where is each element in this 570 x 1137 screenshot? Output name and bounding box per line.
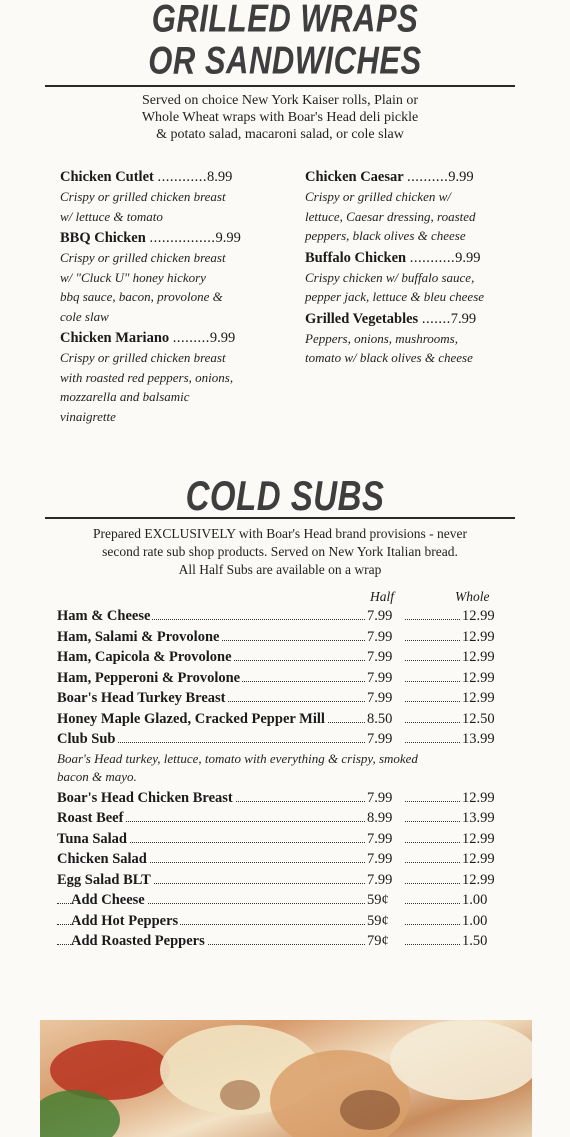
dot-leader — [405, 742, 460, 743]
dot-leader — [405, 883, 460, 884]
sub-item-add-cheese — [57, 890, 507, 911]
dot-leader — [405, 903, 460, 904]
sub-item-name: Honey Maple Glazed, Cracked Pepper Mill — [57, 710, 325, 727]
sub-item-whole-price: 12.99 — [460, 688, 495, 709]
subs-intro — [45, 525, 515, 579]
sub-item-half-price: 7.99 — [365, 627, 403, 648]
sub-item-half-price: 7.99 — [365, 647, 403, 668]
sub-item-boar-s-head-turkey-breast — [57, 688, 507, 709]
wrap-item-name: Grilled Vegetables — [305, 310, 419, 327]
wrap-item-description — [60, 187, 280, 226]
description-line: peppers, black olives & cheese — [305, 228, 466, 243]
sub-item-ham-salami-provolone — [57, 627, 507, 648]
dot-leader — [405, 842, 460, 843]
dot-leader — [405, 722, 460, 723]
wrap-item-description — [305, 329, 525, 368]
wrap-item-name: Chicken Mariano — [60, 330, 170, 346]
wrap-item-description — [60, 348, 280, 426]
sub-item-half-price: 7.99 — [365, 668, 403, 689]
description-line: Peppers, onions, mushrooms, — [305, 330, 458, 346]
description-line: Crispy or grilled chicken w/ — [305, 189, 451, 204]
wraps-title-line1: GRILLED WRAPS — [151, 0, 419, 41]
dot-leader — [405, 701, 460, 702]
wrap-item-price: 9.99 — [209, 330, 236, 346]
subs-intro-line2: second rate sub shop products. Served on New York Italian bread. — [102, 544, 458, 559]
wrap-item-price: 7.99 — [450, 310, 477, 327]
sub-item-name: Egg Salad BLT — [57, 871, 151, 888]
wrap-item-description — [60, 248, 280, 326]
half-header: Half — [370, 589, 395, 604]
sub-item-name: Add Cheese — [71, 892, 145, 908]
wrap-item-description — [305, 268, 525, 307]
sub-item-name: Ham & Cheese — [57, 608, 151, 624]
subs-intro-line3: All Half Subs are available on a wrap — [178, 562, 382, 577]
sub-item-half-price: 7.99 — [365, 849, 403, 870]
sub-item-whole-price: 12.99 — [460, 829, 495, 850]
wrap-item-price: 9.99 — [215, 230, 241, 246]
wrap-item-price: 9.99 — [455, 249, 481, 266]
wraps-right-column — [305, 167, 525, 370]
wraps-intro-line3: & potato salad, macaroni salad, or cole slaw — [156, 127, 404, 142]
dot-leader — [405, 619, 460, 620]
subs-divider — [45, 517, 515, 519]
wrap-item-grilled-vegetables — [305, 309, 525, 329]
wrap-item-chicken-mariano — [60, 328, 280, 348]
sub-item-whole-price: 12.99 — [460, 668, 495, 689]
sub-item-whole-price: 13.99 — [460, 729, 495, 750]
sub-item-whole-price: 13.99 — [460, 808, 495, 829]
dot-leader: .......... — [407, 169, 449, 185]
subs-list — [57, 589, 507, 952]
sub-item-name: Boar's Head Turkey Breast — [57, 690, 226, 706]
sub-item-add-hot-peppers — [57, 911, 507, 932]
wrap-item-name: Chicken Caesar — [305, 169, 404, 185]
sub-item-half-price: 8.99 — [365, 808, 403, 829]
sub-item-whole-price: 12.99 — [460, 627, 495, 648]
sub-item-chicken-salad — [57, 849, 507, 870]
sub-item-name: Add Hot Peppers — [71, 912, 179, 929]
sub-item-name: Club Sub — [57, 731, 116, 747]
sub-item-half-price: 7.99 — [365, 729, 403, 750]
sub-item-half-price: 79¢ — [365, 931, 403, 952]
description-line: w/ "Cluck U" honey hickory — [60, 269, 206, 285]
description-line: Crispy chicken w/ buffalo sauce, — [305, 269, 475, 285]
wrap-item-chicken-caesar — [305, 167, 525, 187]
wraps-intro-line2: Whole Wheat wraps with Boar's Head deli pickle — [141, 110, 419, 125]
dot-leader: ............ — [157, 169, 207, 185]
wrap-item-name: Buffalo Chicken — [305, 249, 407, 266]
sub-item-whole-price: 12.99 — [460, 870, 495, 891]
wrap-item-name: Chicken Cutlet — [60, 169, 154, 185]
dot-leader — [405, 862, 460, 863]
dot-leader — [405, 801, 460, 802]
wrap-item-name: BBQ Chicken — [60, 230, 146, 246]
subs-intro-line1: Prepared EXCLUSIVELY with Boar's Head brand provisions - never — [93, 526, 467, 541]
subs-title: COLD SUBS — [185, 472, 385, 519]
sub-item-half-price: 7.99 — [365, 688, 403, 709]
sub-item-ham-capicola-provolone — [57, 647, 507, 668]
dot-leader: ....... — [421, 310, 451, 327]
sub-item-name: Tuna Salad — [57, 830, 128, 847]
sub-item-name: Ham, Salami & Provolone — [57, 628, 220, 645]
wrap-item-price: 9.99 — [448, 169, 474, 185]
sub-item-name: Roast Beef — [57, 810, 124, 826]
sub-item-egg-salad-blt — [57, 870, 507, 891]
description-line: tomato w/ black olives & cheese — [305, 350, 473, 365]
dot-leader: ......... — [172, 330, 210, 346]
sub-item-name: Ham, Pepperoni & Provolone — [57, 669, 241, 686]
food-photo — [40, 1020, 532, 1137]
whole-header: Whole — [455, 589, 490, 604]
sub-item-tuna-salad — [57, 829, 507, 850]
wrap-item-bbq-chicken — [60, 228, 280, 248]
sub-item-whole-price: 12.50 — [460, 709, 495, 730]
description-line: vinaigrette — [60, 408, 116, 424]
sub-item-description — [57, 750, 502, 786]
wraps-intro-line1: Served on choice New York Kaiser rolls, Plain or — [141, 93, 419, 108]
dot-leader: ................ — [149, 230, 216, 246]
wrap-item-buffalo-chicken — [305, 248, 525, 268]
description-line: bacon & mayo. — [57, 768, 137, 784]
sub-item-name: Chicken Salad — [57, 851, 147, 867]
dot-leader — [405, 660, 460, 661]
wrap-item-description — [305, 187, 525, 246]
sub-item-half-price: 7.99 — [365, 829, 403, 850]
sub-item-ham-pepperoni-provolone — [57, 668, 507, 689]
sub-item-whole-price: 12.99 — [460, 849, 495, 870]
sub-item-half-price: 7.99 — [365, 870, 403, 891]
wraps-left-column — [60, 167, 280, 428]
sub-item-club-sub — [57, 729, 507, 750]
sub-item-half-price: 59¢ — [365, 890, 403, 911]
description-line: bbq sauce, bacon, provolone & — [60, 289, 223, 304]
sub-item-whole-price: 12.99 — [460, 788, 495, 809]
sub-item-add-roasted-peppers — [57, 931, 507, 952]
wrap-item-price: 8.99 — [206, 169, 233, 185]
sub-item-half-price: 8.50 — [365, 709, 403, 730]
description-line: Crispy or grilled chicken breast — [60, 189, 226, 204]
sub-item-half-price: 7.99 — [365, 788, 403, 809]
subs-column-headers — [57, 589, 507, 606]
wraps-title-line2: OR SANDWICHES — [148, 38, 422, 83]
dot-leader — [405, 924, 460, 925]
dot-leader — [405, 944, 460, 945]
sub-item-half-price: 7.99 — [365, 606, 403, 627]
sub-item-ham-cheese — [57, 606, 507, 627]
wrap-item-chicken-cutlet — [60, 167, 280, 187]
description-line: w/ lettuce & tomato — [60, 208, 163, 224]
sub-item-whole-price: 1.00 — [460, 911, 487, 932]
sub-item-boar-s-head-chicken-breast — [57, 788, 507, 809]
dot-leader — [405, 640, 460, 641]
description-line: with roasted red peppers, onions, — [60, 369, 234, 385]
sub-item-honey-maple-glazed-cracked-pepper-mill — [57, 709, 507, 730]
sub-item-name: Ham, Capicola & Provolone — [57, 649, 232, 665]
sub-item-name: Boar's Head Chicken Breast — [57, 789, 233, 806]
dot-leader — [405, 681, 460, 682]
sub-item-whole-price: 1.00 — [460, 890, 487, 911]
sub-item-whole-price: 12.99 — [460, 606, 495, 627]
description-line: cole slaw — [60, 308, 109, 324]
sub-item-name: Add Roasted Peppers — [71, 933, 205, 949]
description-line: pepper jack, lettuce & bleu cheese — [305, 289, 485, 304]
description-line: Crispy or grilled chicken breast — [60, 350, 226, 365]
dot-leader: ........... — [409, 249, 456, 266]
description-line: Boar's Head turkey, lettuce, tomato with everything & crispy, smoked — [57, 750, 418, 766]
sub-item-whole-price: 12.99 — [460, 647, 495, 668]
sub-item-whole-price: 1.50 — [460, 931, 487, 952]
wraps-divider — [45, 85, 515, 87]
sub-item-roast-beef — [57, 808, 507, 829]
description-line: Crispy or grilled chicken breast — [60, 250, 226, 265]
description-line: lettuce, Caesar dressing, roasted — [305, 208, 476, 224]
dot-leader — [405, 821, 460, 822]
sub-item-half-price: 59¢ — [365, 911, 403, 932]
description-line: mozzarella and balsamic — [60, 389, 190, 404]
wraps-intro — [45, 92, 515, 143]
